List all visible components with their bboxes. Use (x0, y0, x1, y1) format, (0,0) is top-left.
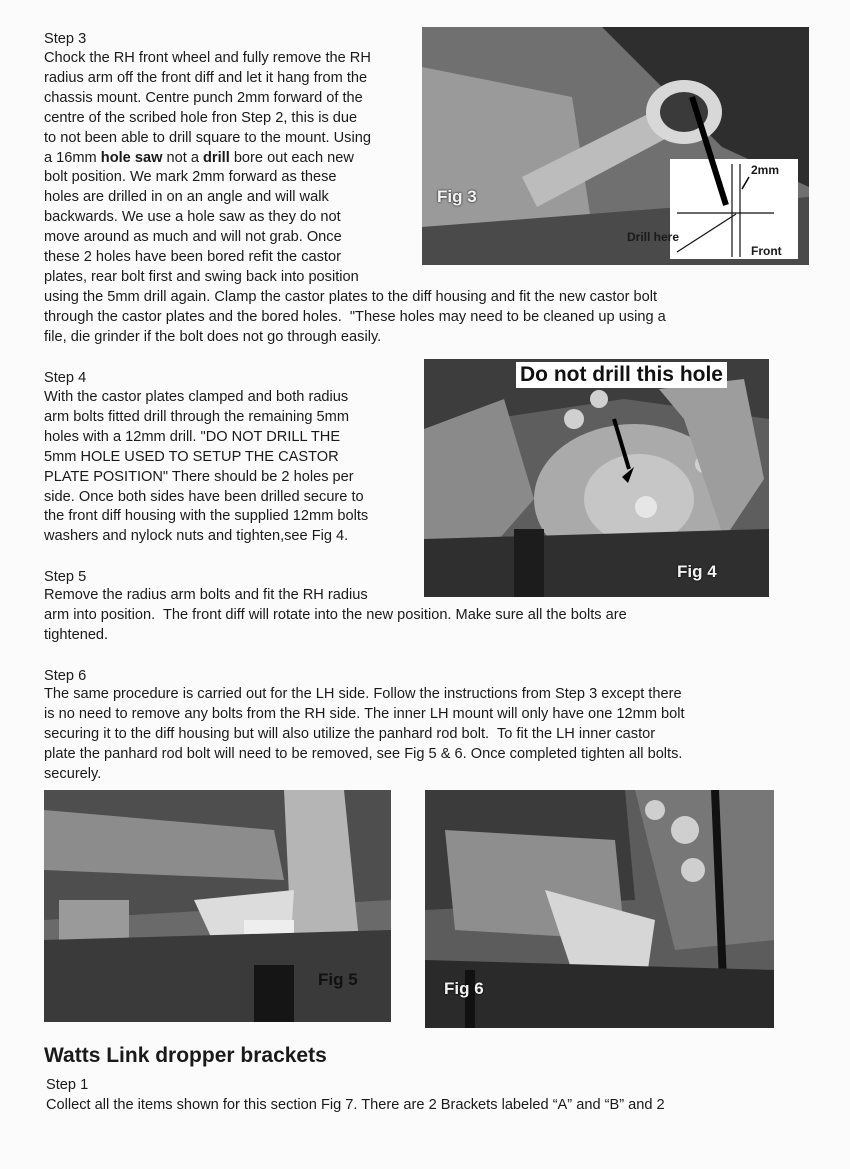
step3-not-a: not a (162, 149, 203, 166)
step3-text-part2: bore out each new bolt position. We mark 2mm forward as these holes are drilled in on an angle and will walk backwards. We use a hole saw as they do not move around as much and will not grab. Once these 2 holes have been bored refit the castor plates, rear bolt first and swing back into position (44, 149, 359, 285)
fig4-callout: Do not drill this hole (516, 362, 727, 388)
watts-heading: Watts Link dropper brackets (44, 1044, 327, 1067)
fig4-photo-art (424, 359, 769, 597)
watts-step1-text: Collect all the items shown for this section Fig 7. There are 2 Brackets labeled “A” and “B” and 2 (46, 1097, 665, 1113)
step4-text: With the castor plates clamped and both radius arm bolts fitted drill through the remaining 5mm holes with a 12mm drill. "DO NOT DRILL THE 5mm HOLE USED TO SETUP THE CASTOR PLATE POSITION" There should be 2 holes per side. Once both sides have been drilled secure to the front diff housing with the supplied 12mm bolts washers and nylock nuts and tighten,see Fig 4. (44, 389, 369, 545)
fig3-2mm-label: 2mm (751, 163, 780, 177)
watts-step1-label: Step 1 (46, 1077, 89, 1093)
fig3-photo-art (422, 27, 809, 265)
step3-text-part1: Chock the RH front wheel and fully remove the RH radius arm off the front diff and let it hang from the chassis mount. Centre punch 2mm forward of the centre of the scribed hole fron Step 2, this is due to not been able to drill square to the mount. Using a 16mm (44, 50, 371, 166)
step3-drill-bold: drill (203, 149, 230, 166)
fig4-label: Fig 4 (677, 562, 717, 581)
fig3-drill-here-label: Drill here (627, 230, 680, 244)
fig6-label: Fig 6 (444, 979, 484, 998)
step3-hole-saw-bold: hole saw (100, 149, 163, 166)
step3-label: Step 3 (44, 31, 87, 47)
fig3-front-label: Front (751, 244, 782, 258)
fig5-label: Fig 5 (318, 970, 358, 989)
step4-label: Step 4 (44, 370, 87, 386)
step5-text: Remove the radius arm bolts and fit the RH radius (44, 587, 368, 603)
step3-text (44, 49, 424, 288)
fig4-photo (424, 359, 769, 597)
fig3-label: Fig 3 (437, 187, 477, 206)
step5-text-continued: arm into position. The front diff will rotate into the new position. Make sure all the bolts are tightened. (44, 607, 627, 643)
step6-label: Step 6 (44, 668, 87, 684)
step6-text: The same procedure is carried out for the LH side. Follow the instructions from Step 3 except there is no need to remove any bolts from the RH side. The inner LH mount will only have one 12mm bolt securing it to the diff housing but will also utilize the panhard rod bolt. To fit the LH inner castor plate the panhard rod bolt will need to be removed, see Fig 5 & 6. Once completed tighten all bolts. securely. (44, 686, 685, 782)
step3-text-continued: using the 5mm drill again. Clamp the castor plates to the diff housing and fit the new castor bolt through the castor plates and the bored holes. "These holes may need to be cleaned up using a file, die grinder if the bolt does not go through easily. (44, 289, 666, 345)
fig3-photo (422, 27, 809, 265)
step5-label: Step 5 (44, 569, 87, 585)
